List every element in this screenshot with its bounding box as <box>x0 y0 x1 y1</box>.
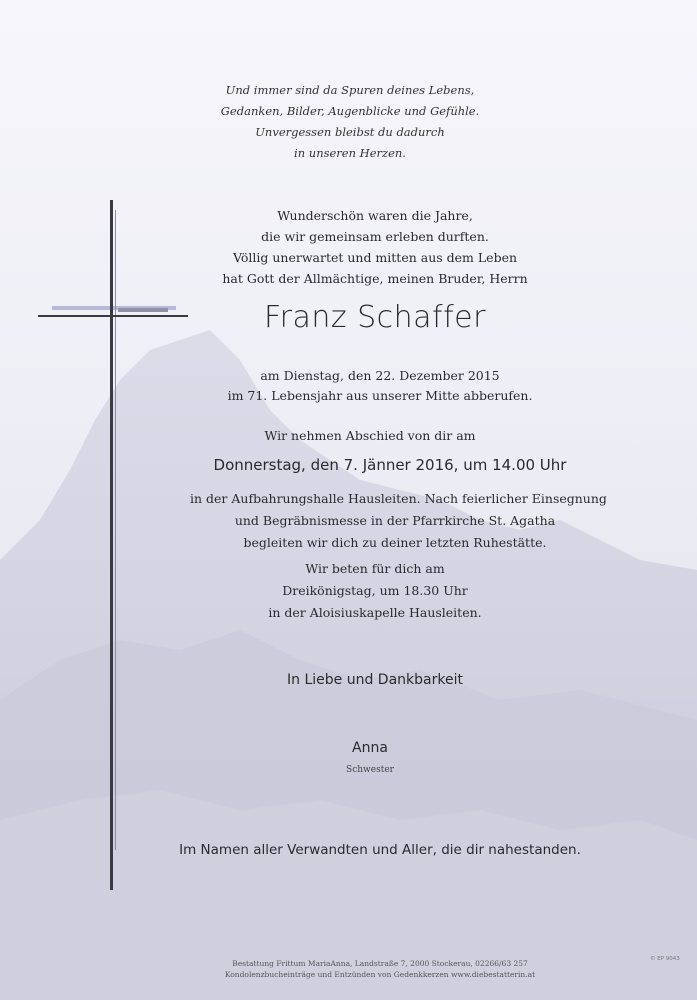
ceremony-info <box>190 488 607 554</box>
intro-line: Völlig unerwartet und mitten aus dem Leben <box>232 250 518 265</box>
cross-accent-bar <box>118 308 168 312</box>
deceased-name: Franz Schaffer <box>264 300 486 335</box>
prayer-info <box>240 558 510 624</box>
ceremony-line: und Begräbnismesse in der Pfarrkirche St. Agatha <box>234 513 556 528</box>
intro-line: hat Gott der Allmächtige, meinen Bruder, Herrn <box>222 271 528 286</box>
death-info <box>220 366 540 406</box>
death-line: im 71. Lebensjahr aus unserer Mitte abberufen. <box>227 388 533 403</box>
prayer-line: Dreikönigstag, um 18.30 Uhr <box>282 583 468 598</box>
ceremony-line: begleiten wir dich zu deiner letzten Ruhestätte. <box>243 535 547 550</box>
mourner-relation: Schwester <box>346 765 394 775</box>
death-line: am Dienstag, den 22. Dezember 2015 <box>260 368 500 383</box>
funeral-date: Donnerstag, den 7. Jänner 2016, um 14.00 Uhr <box>213 456 567 474</box>
poem-line: Unvergessen bleibst du dadurch <box>255 125 445 139</box>
relatives-line: Im Namen aller Verwandten und Aller, die dir nahestanden. <box>179 842 581 858</box>
footer-line: Kondolenzbucheinträge und Entzünden von Gedenkkerzen www.diebestatterin.at <box>224 970 536 979</box>
intro-line: Wunderschön waren die Jahre, <box>277 208 473 223</box>
farewell-intro: Wir nehmen Abschied von dir am <box>264 428 476 443</box>
poem-line: in unseren Herzen. <box>294 146 406 160</box>
print-code: © EP 9043 <box>650 956 680 962</box>
prayer-line: Wir beten für dich am <box>305 561 445 576</box>
poem-line: Und immer sind da Spuren deines Lebens, <box>225 83 475 97</box>
closing-phrase: In Liebe und Dankbarkeit <box>287 672 463 688</box>
poem-line: Gedanken, Bilder, Augenblicke und Gefühle. <box>220 104 480 118</box>
cross-accent-line <box>115 210 116 850</box>
cross-beam <box>38 315 188 317</box>
cross-icon <box>110 200 113 890</box>
intro-line: die wir gemeinsam erleben durften. <box>261 229 489 244</box>
prayer-line: in der Aloisiuskapelle Hausleiten. <box>268 605 482 620</box>
footer <box>170 958 590 980</box>
intro-text <box>210 205 540 289</box>
poem <box>200 80 500 164</box>
mourner-name: Anna <box>352 740 388 756</box>
footer-line: Bestattung Frittum MariaAnna, Landstraße 7, 2000 Stockerau, 02266/63 257 <box>232 959 528 968</box>
ceremony-line: in der Aufbahrungshalle Hausleiten. Nach feierlicher Einsegnung <box>190 491 607 506</box>
